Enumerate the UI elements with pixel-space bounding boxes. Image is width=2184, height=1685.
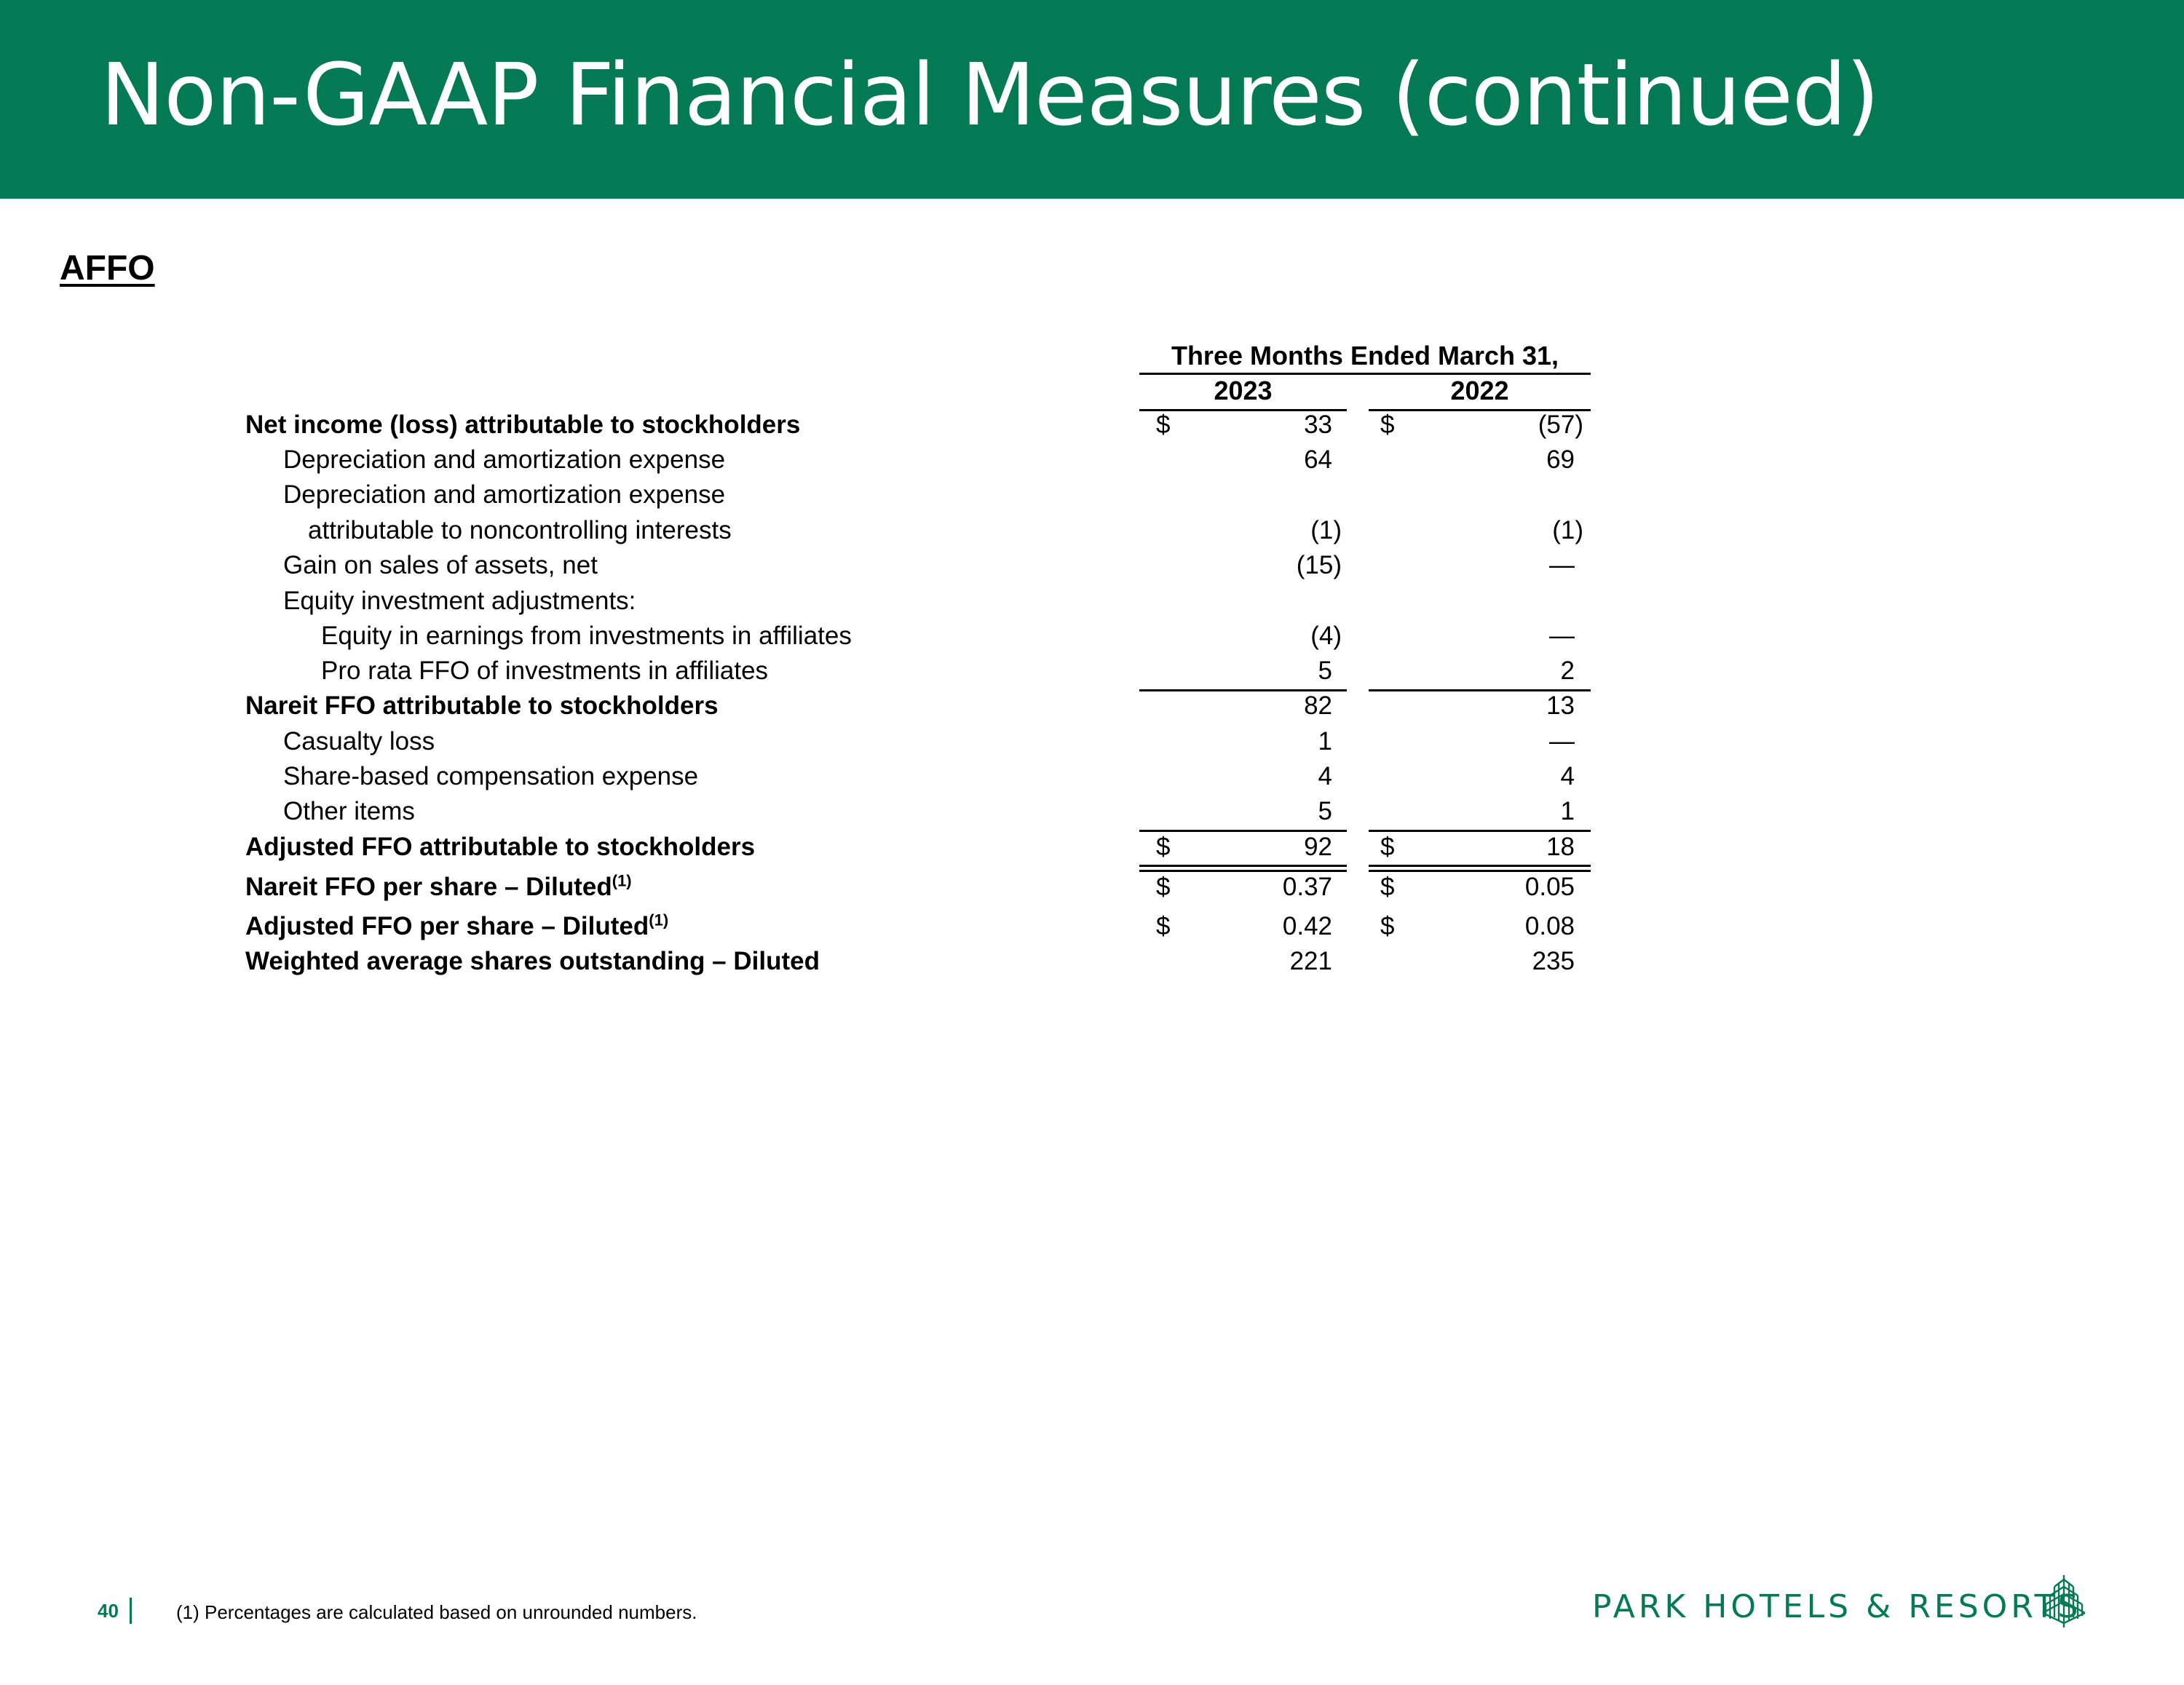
row-label [283,443,725,477]
park-tree-logo-icon [2038,1572,2089,1629]
value-2022: — [1549,727,1575,756]
row-label [321,654,768,689]
value-2022: 1 [1560,797,1575,825]
row-label [308,513,732,548]
brand-name: PARK HOTELS & RESORTS [1592,1588,2082,1625]
row-label [283,724,435,759]
currency-symbol: $ [1380,873,1395,901]
value-2022: — [1549,551,1575,579]
section-heading: AFFO [60,249,155,288]
row-label [321,619,852,654]
footnote: (1) Percentages are calculated based on unrounded numbers. [176,1601,697,1623]
year-header-2022: 2022 [1450,376,1509,405]
total-rule [1139,830,1347,832]
row-label-text: Nareit FFO attributable to stockholders [245,691,719,720]
row-label [283,794,415,829]
row-label [245,944,820,979]
currency-symbol: $ [1380,411,1395,439]
row-label-text: Equity investment adjustments: [283,587,636,615]
row-label-text: Casualty loss [283,727,435,756]
footnote-marker: (1) [612,871,632,890]
row-label-text: Equity in earnings from investments in affiliates [321,622,852,650]
value-2023: 5 [1318,797,1332,825]
double-underline [1369,865,1591,872]
row-label [283,477,725,512]
row-label-text: Adjusted FFO per share – Diluted [245,912,649,940]
row-label-text: Other items [283,797,415,825]
row-label-text: Gain on sales of assets, net [283,551,598,579]
subtotal-rule [1369,689,1591,691]
currency-symbol: $ [1156,912,1171,940]
row-label-text: Pro rata FFO of investments in affiliates [321,657,769,685]
row-label-text: Weighted average shares outstanding – Diluted [245,947,820,975]
page-title: Non-GAAP Financial Measures (continued) [100,44,1879,145]
currency-symbol: $ [1156,873,1171,901]
value-2022: 2 [1560,657,1575,685]
row-label-text: Adjusted FFO attributable to stockholders [245,833,756,861]
row-label [283,584,636,619]
subtotal-rule [1139,689,1347,691]
row-label [283,759,698,794]
value-2023: 221 [1289,947,1332,975]
value-2023: 33 [1304,411,1332,439]
page-number: 40 [98,1600,119,1622]
row-label-text: Share-based compensation expense [283,762,699,790]
value-2023: (15) [1296,551,1342,579]
value-2023: 1 [1318,727,1332,756]
value-2022: 4 [1560,762,1575,790]
footnote-marker: (1) [649,911,669,929]
value-2023: 82 [1304,691,1332,720]
value-2022: 235 [1532,947,1575,975]
page-number-divider [130,1598,132,1624]
value-2022: 0.08 [1524,912,1575,940]
value-2023: 92 [1304,833,1332,861]
row-label [283,548,598,583]
period-header: Three Months Ended March 31, [1171,341,1559,370]
currency-symbol: $ [1156,411,1171,439]
value-2023: (1) [1310,516,1342,544]
row-label-text: attributable to noncontrolling interests [308,516,732,544]
value-2023: 4 [1318,762,1332,790]
row-label-text: Depreciation and amortization expense [283,480,726,509]
double-underline [1139,865,1347,872]
value-2022: 13 [1546,691,1575,720]
value-2023: 0.37 [1282,873,1332,901]
value-2022: 0.05 [1524,873,1575,901]
total-rule [1369,830,1591,832]
currency-symbol: $ [1380,833,1395,861]
row-label-text: Net income (loss) attributable to stockholders [245,411,801,439]
currency-symbol: $ [1156,833,1171,861]
row-label [245,408,800,443]
value-2022: — [1549,622,1575,650]
row-label [245,909,668,944]
currency-symbol: $ [1380,912,1395,940]
row-label [245,870,632,905]
value-2022: 69 [1546,445,1575,474]
row-label [245,830,755,865]
value-2023: (4) [1310,622,1342,650]
value-2022: (57) [1538,411,1583,439]
value-2023: 64 [1304,445,1332,474]
year-header-2023: 2023 [1214,376,1273,405]
value-2022: 18 [1546,833,1575,861]
row-label [245,689,719,723]
row-label-text: Nareit FFO per share – Diluted [245,873,612,901]
row-label-text: Depreciation and amortization expense [283,445,726,474]
value-2023: 0.42 [1282,912,1332,940]
value-2022: (1) [1552,516,1583,544]
value-2023: 5 [1318,657,1332,685]
